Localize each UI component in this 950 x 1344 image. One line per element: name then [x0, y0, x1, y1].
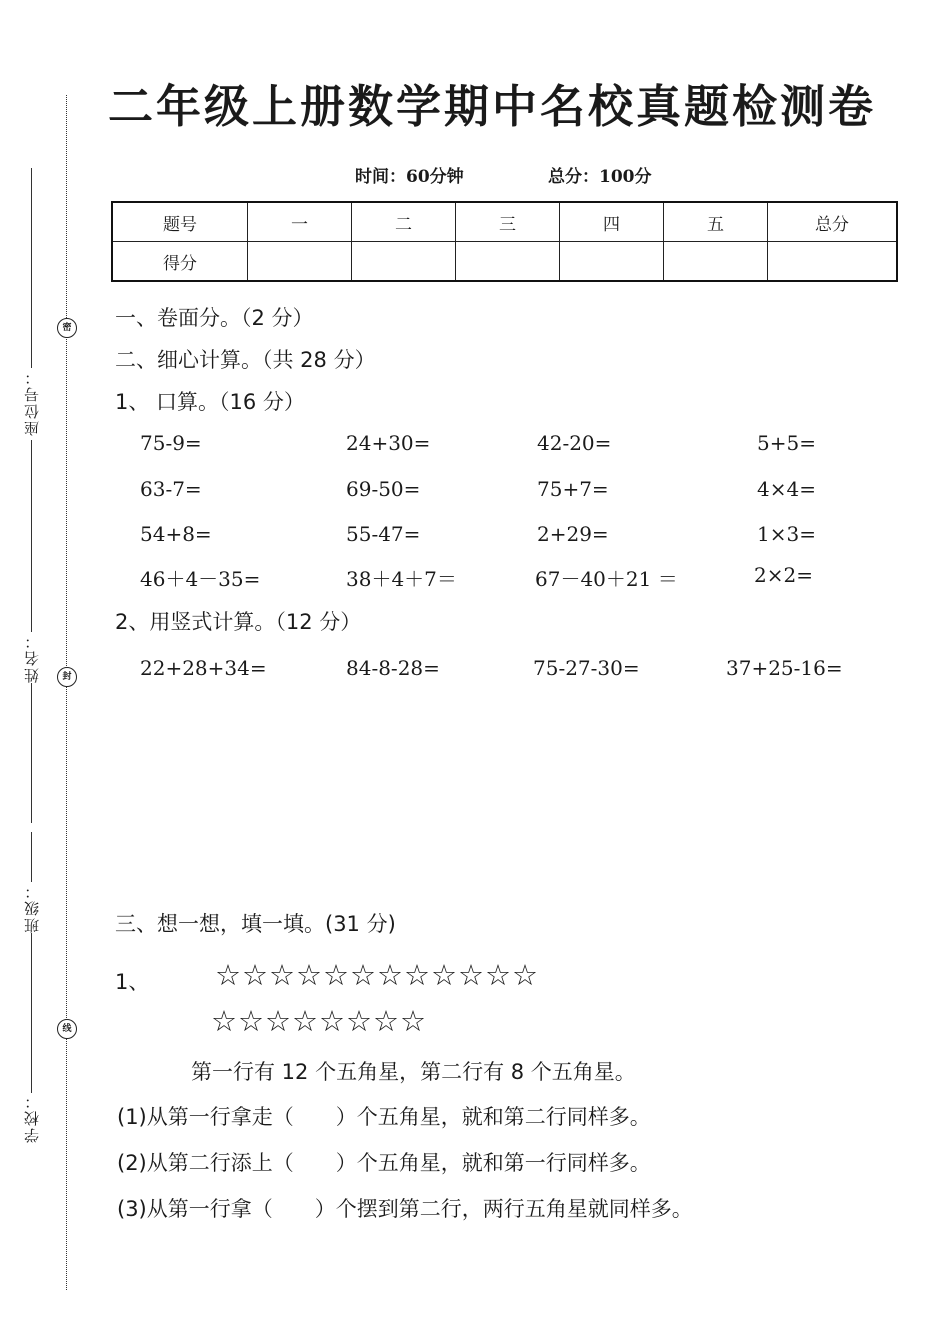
oral-problem: 75+7= [537, 477, 609, 501]
oral-problem: 2+29= [537, 522, 609, 546]
vertical-problem: 37+25-16= [726, 656, 843, 680]
name-blank-lower[interactable] [31, 683, 32, 823]
exam-time: 时间：60分钟 [355, 167, 464, 187]
oral-problem: 69-50= [346, 477, 421, 501]
score-header-cell: 题号 [112, 202, 248, 242]
class-blank[interactable] [31, 832, 32, 882]
oral-problem: 5+5= [757, 431, 816, 455]
vertical-problem: 22+28+34= [140, 656, 267, 680]
section-1-heading: 一、卷面分。（2 分） [115, 306, 314, 330]
class-field[interactable] [19, 832, 43, 1093]
name-label: 姓名： [22, 632, 41, 683]
page-title: 二年级上册数学期中名校真题检测卷 [108, 80, 877, 133]
seat-number-field[interactable] [19, 168, 43, 436]
score-header-cell: 二 [352, 202, 456, 242]
question-1-number: 1、 [115, 970, 150, 994]
score-header-cell: 一 [248, 202, 352, 242]
score-table-header-row [112, 202, 897, 242]
oral-problem: 2×2= [754, 563, 813, 587]
name-blank[interactable] [31, 440, 32, 632]
stars-row-2: ☆☆☆☆☆☆☆☆ [211, 1004, 427, 1038]
score-table [111, 201, 898, 282]
vertical-problem: 75-27-30= [533, 656, 640, 680]
section-2-2-heading: 2、用竖式计算。（12 分） [115, 610, 362, 634]
class-blank-lower[interactable] [31, 933, 32, 1093]
seal-mi: 密 [57, 318, 77, 338]
score-header-cell: 五 [664, 202, 768, 242]
score-row-label: 得分 [112, 242, 248, 282]
school-field[interactable] [19, 1092, 43, 1143]
score-header-cell: 四 [560, 202, 664, 242]
oral-problem: 55-47= [346, 522, 421, 546]
section-3-heading: 三、想一想，填一填。(31 分) [115, 912, 396, 936]
oral-problem: 54+8= [140, 522, 212, 546]
stars-row-1: ☆☆☆☆☆☆☆☆☆☆☆☆ [215, 958, 539, 992]
section-2-1-heading: 1、 口算。（16 分） [115, 390, 305, 414]
score-table-score-row [112, 242, 897, 282]
oral-problem: 75-9= [140, 431, 202, 455]
oral-problem: 67－40＋21 ＝ [535, 567, 678, 591]
exam-total-score: 总分：100分 [548, 167, 652, 187]
seal-xian: 线 [57, 1019, 77, 1039]
question-1-description: 第一行有 12 个五角星，第二行有 8 个五角星。 [191, 1060, 636, 1084]
school-label: 学校： [22, 1092, 41, 1143]
binding-dotted-line [66, 95, 67, 1290]
seat-number-label: 座位号： [22, 368, 41, 436]
score-input-cell[interactable] [560, 242, 664, 282]
section-2-heading: 二、细心计算。（共 28 分） [115, 348, 376, 372]
score-input-cell[interactable] [248, 242, 352, 282]
oral-problem: 63-7= [140, 477, 202, 501]
question-1-sub-1: (1)从第一行拿走（ ）个五角星，就和第二行同样多。 [117, 1105, 651, 1129]
oral-problem: 4×4= [757, 477, 816, 501]
class-label: 班级： [22, 882, 41, 933]
question-1-sub-3: (3)从第一行拿（ ）个摆到第二行，两行五角星就同样多。 [117, 1197, 693, 1221]
score-header-cell: 三 [456, 202, 560, 242]
score-input-cell[interactable] [768, 242, 898, 282]
score-input-cell[interactable] [664, 242, 768, 282]
oral-problem: 1×3= [757, 522, 816, 546]
name-field[interactable] [19, 440, 43, 823]
vertical-problem: 84-8-28= [346, 656, 440, 680]
question-1-sub-2: (2)从第二行添上（ ）个五角星，就和第一行同样多。 [117, 1151, 651, 1175]
seat-number-blank[interactable] [31, 168, 32, 368]
seal-feng: 封 [57, 667, 77, 687]
score-input-cell[interactable] [456, 242, 560, 282]
score-header-cell: 总分 [768, 202, 898, 242]
oral-problem: 42-20= [537, 431, 612, 455]
oral-problem: 38＋4＋7＝ [346, 567, 457, 591]
oral-problem: 24+30= [346, 431, 431, 455]
score-input-cell[interactable] [352, 242, 456, 282]
oral-problem: 46＋4－35= [140, 567, 261, 591]
